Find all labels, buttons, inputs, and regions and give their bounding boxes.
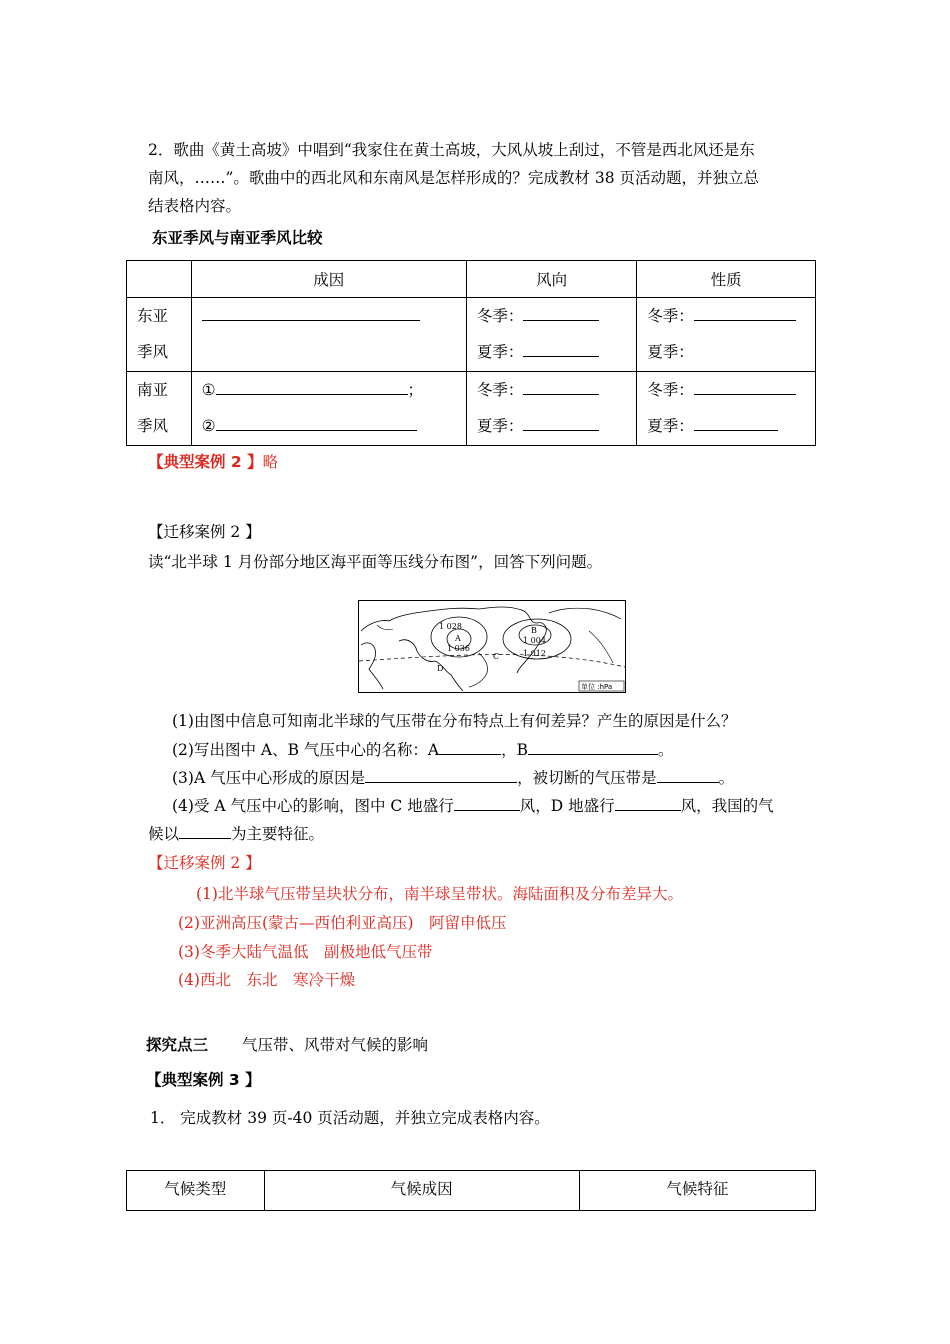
answer-blank[interactable]: [523, 341, 599, 357]
answer-blank[interactable]: [615, 795, 681, 811]
east-asia-nature-cell: 冬季： 夏季：: [637, 298, 816, 372]
map-label-b: B: [531, 626, 537, 635]
table1-row-south-asia: [127, 372, 816, 446]
map-label-c: C: [493, 652, 500, 661]
transfer2-intro: 读“北半球 1 月份部分地区海平面等压线分布图”，回答下列问题。: [148, 553, 603, 571]
answer-4: (4)西北 东北 寒冷干燥: [178, 971, 355, 989]
transfer2-q3: (3)A 气压中心形成的原因是 ，被切断的气压带是 。: [172, 769, 735, 787]
map-label-a: A: [455, 634, 461, 643]
answer-blank[interactable]: [694, 415, 778, 431]
east-asia-direction-cell: 冬季： 夏季：: [466, 298, 636, 372]
answer-blank[interactable]: [523, 305, 599, 321]
answer-2: (2)亚洲高压(蒙古—西伯利亚高压) 阿留申低压: [178, 914, 507, 932]
coastline: [549, 608, 621, 619]
monsoon-table: [126, 260, 816, 446]
south-asia-direction-cell: 冬季： 夏季：: [466, 372, 636, 446]
coastline: [589, 631, 613, 663]
case3-label: 【典型案例 3 】: [146, 1071, 261, 1089]
case2-text: 略: [262, 453, 279, 471]
answer-blank[interactable]: [523, 415, 599, 431]
map-unit-label: 单位 :hPa: [581, 683, 613, 691]
section3-subtitle: 气压带、风带对气候的影响: [242, 1036, 429, 1054]
answer-1: (1)北半球气压带呈块状分布，南半球呈带状。海陆面积及分布差异大。: [196, 885, 683, 903]
answer-blank[interactable]: [202, 305, 420, 321]
table1-header-empty: [127, 261, 192, 298]
table1-row-east-asia: [127, 298, 816, 372]
isobar-map-svg: [359, 601, 625, 692]
section3-title: 探究点三: [146, 1036, 209, 1054]
answer-blank[interactable]: [528, 739, 658, 755]
coastline: [361, 607, 546, 673]
equator-dashed-line: [359, 654, 625, 667]
coastline: [361, 643, 383, 689]
transfer2-heading: 【迁移案例 2 】: [148, 523, 261, 541]
south-asia-nature-cell: 冬季： 夏季：: [637, 372, 816, 446]
answer-blank[interactable]: [454, 795, 520, 811]
answer-blank[interactable]: [657, 767, 719, 783]
map-label: 1 036: [447, 644, 470, 653]
case2-label: 【典型案例 2 】: [148, 453, 263, 471]
section3-task: 1． 完成教材 39 页-40 页活动题，并独立完成表格内容。: [150, 1109, 550, 1127]
map-label: 1 028: [439, 622, 462, 631]
east-asia-cause-cell: [191, 298, 466, 372]
map-label: 1 012: [523, 649, 546, 658]
transfer2-q4-line1: (4)受 A 气压中心的影响，图中 C 地盛行 风，D 地盛行 风，我国的气: [172, 797, 774, 815]
answer-3: (3)冬季大陆气温低 副极地低气压带: [178, 943, 433, 961]
answer-blank[interactable]: [216, 379, 408, 395]
climate-table: [126, 1170, 816, 1211]
case2-line: [148, 452, 278, 472]
answer-blank[interactable]: [179, 823, 231, 839]
transfer2-q2: (2)写出图中 A、B 气压中心的名称：A ，B 。: [172, 741, 674, 759]
map-label-d: D: [437, 664, 444, 673]
q2-line-1: 2．歌曲《黄土高坡》中唱到“我家住在黄土高坡，大风从坡上刮过，不管是西北风还是东: [148, 141, 755, 159]
coastline: [469, 653, 488, 687]
transfer2-q4-line2: 候以 为主要特征。: [148, 825, 325, 843]
table1-header-nature: 性质: [637, 261, 816, 298]
answers2-heading: 【迁移案例 2 】: [148, 854, 261, 872]
map-label: 1 004: [523, 636, 546, 645]
south-asia-cause-cell: ① ； ②: [191, 372, 466, 446]
answer-blank[interactable]: [694, 379, 796, 395]
table2-header-type: 气候类型: [127, 1171, 265, 1211]
answer-blank[interactable]: [439, 739, 501, 755]
q2-line-2: 南风，……”。歌曲中的西北风和东南风是怎样形成的？完成教材 38 页活动题，并独立总: [148, 169, 760, 187]
answer-blank[interactable]: [523, 379, 599, 395]
transfer2-q1: (1)由图中信息可知南北半球的气压带在分布特点上有何差异？产生的原因是什么？: [172, 712, 737, 730]
row-label-east-asia: 东亚 季风: [127, 298, 192, 372]
answer-blank[interactable]: [365, 767, 517, 783]
table2-header-cause: 气候成因: [264, 1171, 579, 1211]
table2-header-feature: 气候特征: [579, 1171, 815, 1211]
section3-heading: [146, 1035, 428, 1055]
table1-header-direction: 风向: [466, 261, 636, 298]
q2-line-3: 结表格内容。: [148, 197, 242, 215]
table1-title: 东亚季风与南亚季风比较: [152, 229, 323, 247]
coastline: [377, 625, 393, 630]
row-label-south-asia: 南亚 季风: [127, 372, 192, 446]
answer-blank[interactable]: [216, 415, 417, 431]
table1-header-cause: 成因: [191, 261, 466, 298]
answer-blank[interactable]: [694, 305, 796, 321]
isobar-map: [358, 600, 626, 693]
